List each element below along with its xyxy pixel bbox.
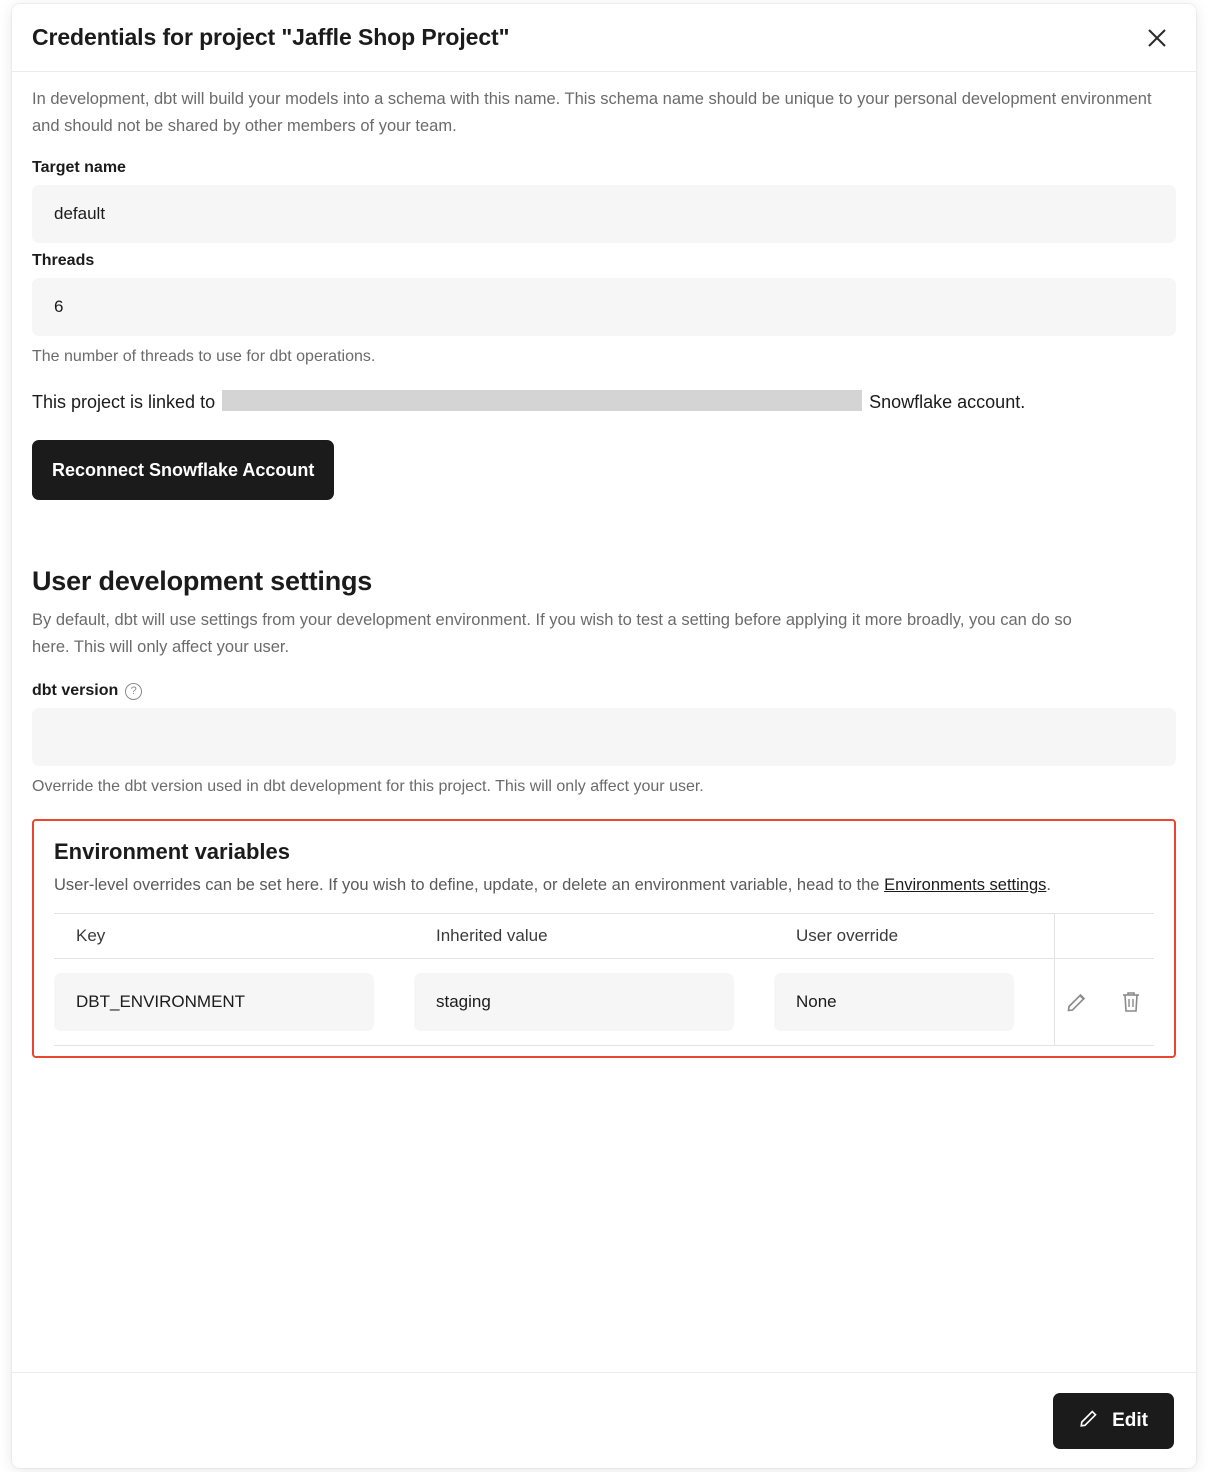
environment-variables-description-part1: User-level overrides can be set here. If you wish to define, update, or delete an environment variable, head to the	[54, 876, 885, 895]
environment-variables-panel	[32, 819, 1176, 1058]
env-var-user-override-value: None	[774, 973, 1014, 1031]
credentials-modal	[12, 4, 1196, 1468]
modal-footer	[12, 1372, 1196, 1468]
modal-body	[12, 72, 1196, 1372]
target-name-value[interactable]: default	[32, 185, 1176, 243]
threads-label: Threads	[32, 252, 95, 270]
cell-actions	[1054, 959, 1154, 1046]
pencil-icon[interactable]	[1066, 990, 1090, 1014]
dbt-version-help-text: Override the dbt version used in dbt development for this project. This will only affect your user.	[32, 778, 704, 796]
environment-variables-description-part2: .	[1046, 876, 1051, 895]
linked-account-text	[32, 387, 1132, 418]
environment-variables-table	[54, 913, 1154, 1046]
edit-button[interactable]	[1053, 1393, 1174, 1449]
redacted-account-name	[222, 390, 862, 411]
dbt-version-value[interactable]	[32, 708, 1176, 766]
help-circle-icon[interactable]: ?	[125, 683, 142, 700]
environments-settings-link[interactable]: Environments settings	[884, 876, 1047, 895]
development-credentials-intro: In development, dbt will build your models into a schema with this name. This schema name should be unique to your personal development environment and should not be shared by other members of your team.	[32, 90, 1152, 135]
column-header-user-override: User override	[774, 914, 1054, 959]
close-icon[interactable]	[1140, 21, 1174, 55]
table-row	[54, 959, 1154, 1046]
section-spacer	[32, 500, 1176, 566]
threads-help-text: The number of threads to use for dbt operations.	[32, 348, 376, 366]
threads-value[interactable]: 6	[32, 278, 1176, 336]
edit-button-label: Edit	[1112, 1409, 1148, 1431]
row-action-icons	[1055, 990, 1155, 1014]
column-header-actions	[1054, 914, 1154, 959]
env-var-inherited-value: staging	[414, 973, 734, 1031]
dbt-version-label-text: dbt version	[32, 682, 119, 700]
trash-icon[interactable]	[1120, 990, 1142, 1014]
env-var-key-value: DBT_ENVIRONMENT	[54, 973, 374, 1031]
cell-inherited-value	[414, 959, 774, 1046]
cell-key	[54, 959, 414, 1046]
dbt-version-label	[32, 682, 1176, 700]
environment-variables-description	[54, 873, 1154, 899]
column-header-inherited-value: Inherited value	[414, 914, 774, 959]
modal-header	[12, 4, 1196, 72]
table-header-row	[54, 914, 1154, 959]
environment-variables-title: Environment variables	[54, 839, 290, 865]
column-header-key: Key	[54, 914, 414, 959]
linked-account-suffix: Snowflake account.	[869, 392, 1026, 413]
user-development-settings-description: By default, dbt will use settings from your development environment. If you wish to test a setting before applying it more broadly, you can do so here. This will only affect your user.	[32, 611, 1072, 656]
linked-account-prefix: This project is linked to	[32, 392, 216, 413]
pencil-icon	[1079, 1407, 1101, 1435]
page-title: Credentials for project "Jaffle Shop Project"	[32, 24, 510, 50]
user-development-settings-title: User development settings	[32, 566, 373, 597]
cell-user-override	[774, 959, 1054, 1046]
reconnect-snowflake-account-button[interactable]: Reconnect Snowflake Account	[32, 440, 334, 500]
target-name-label: Target name	[32, 159, 126, 177]
